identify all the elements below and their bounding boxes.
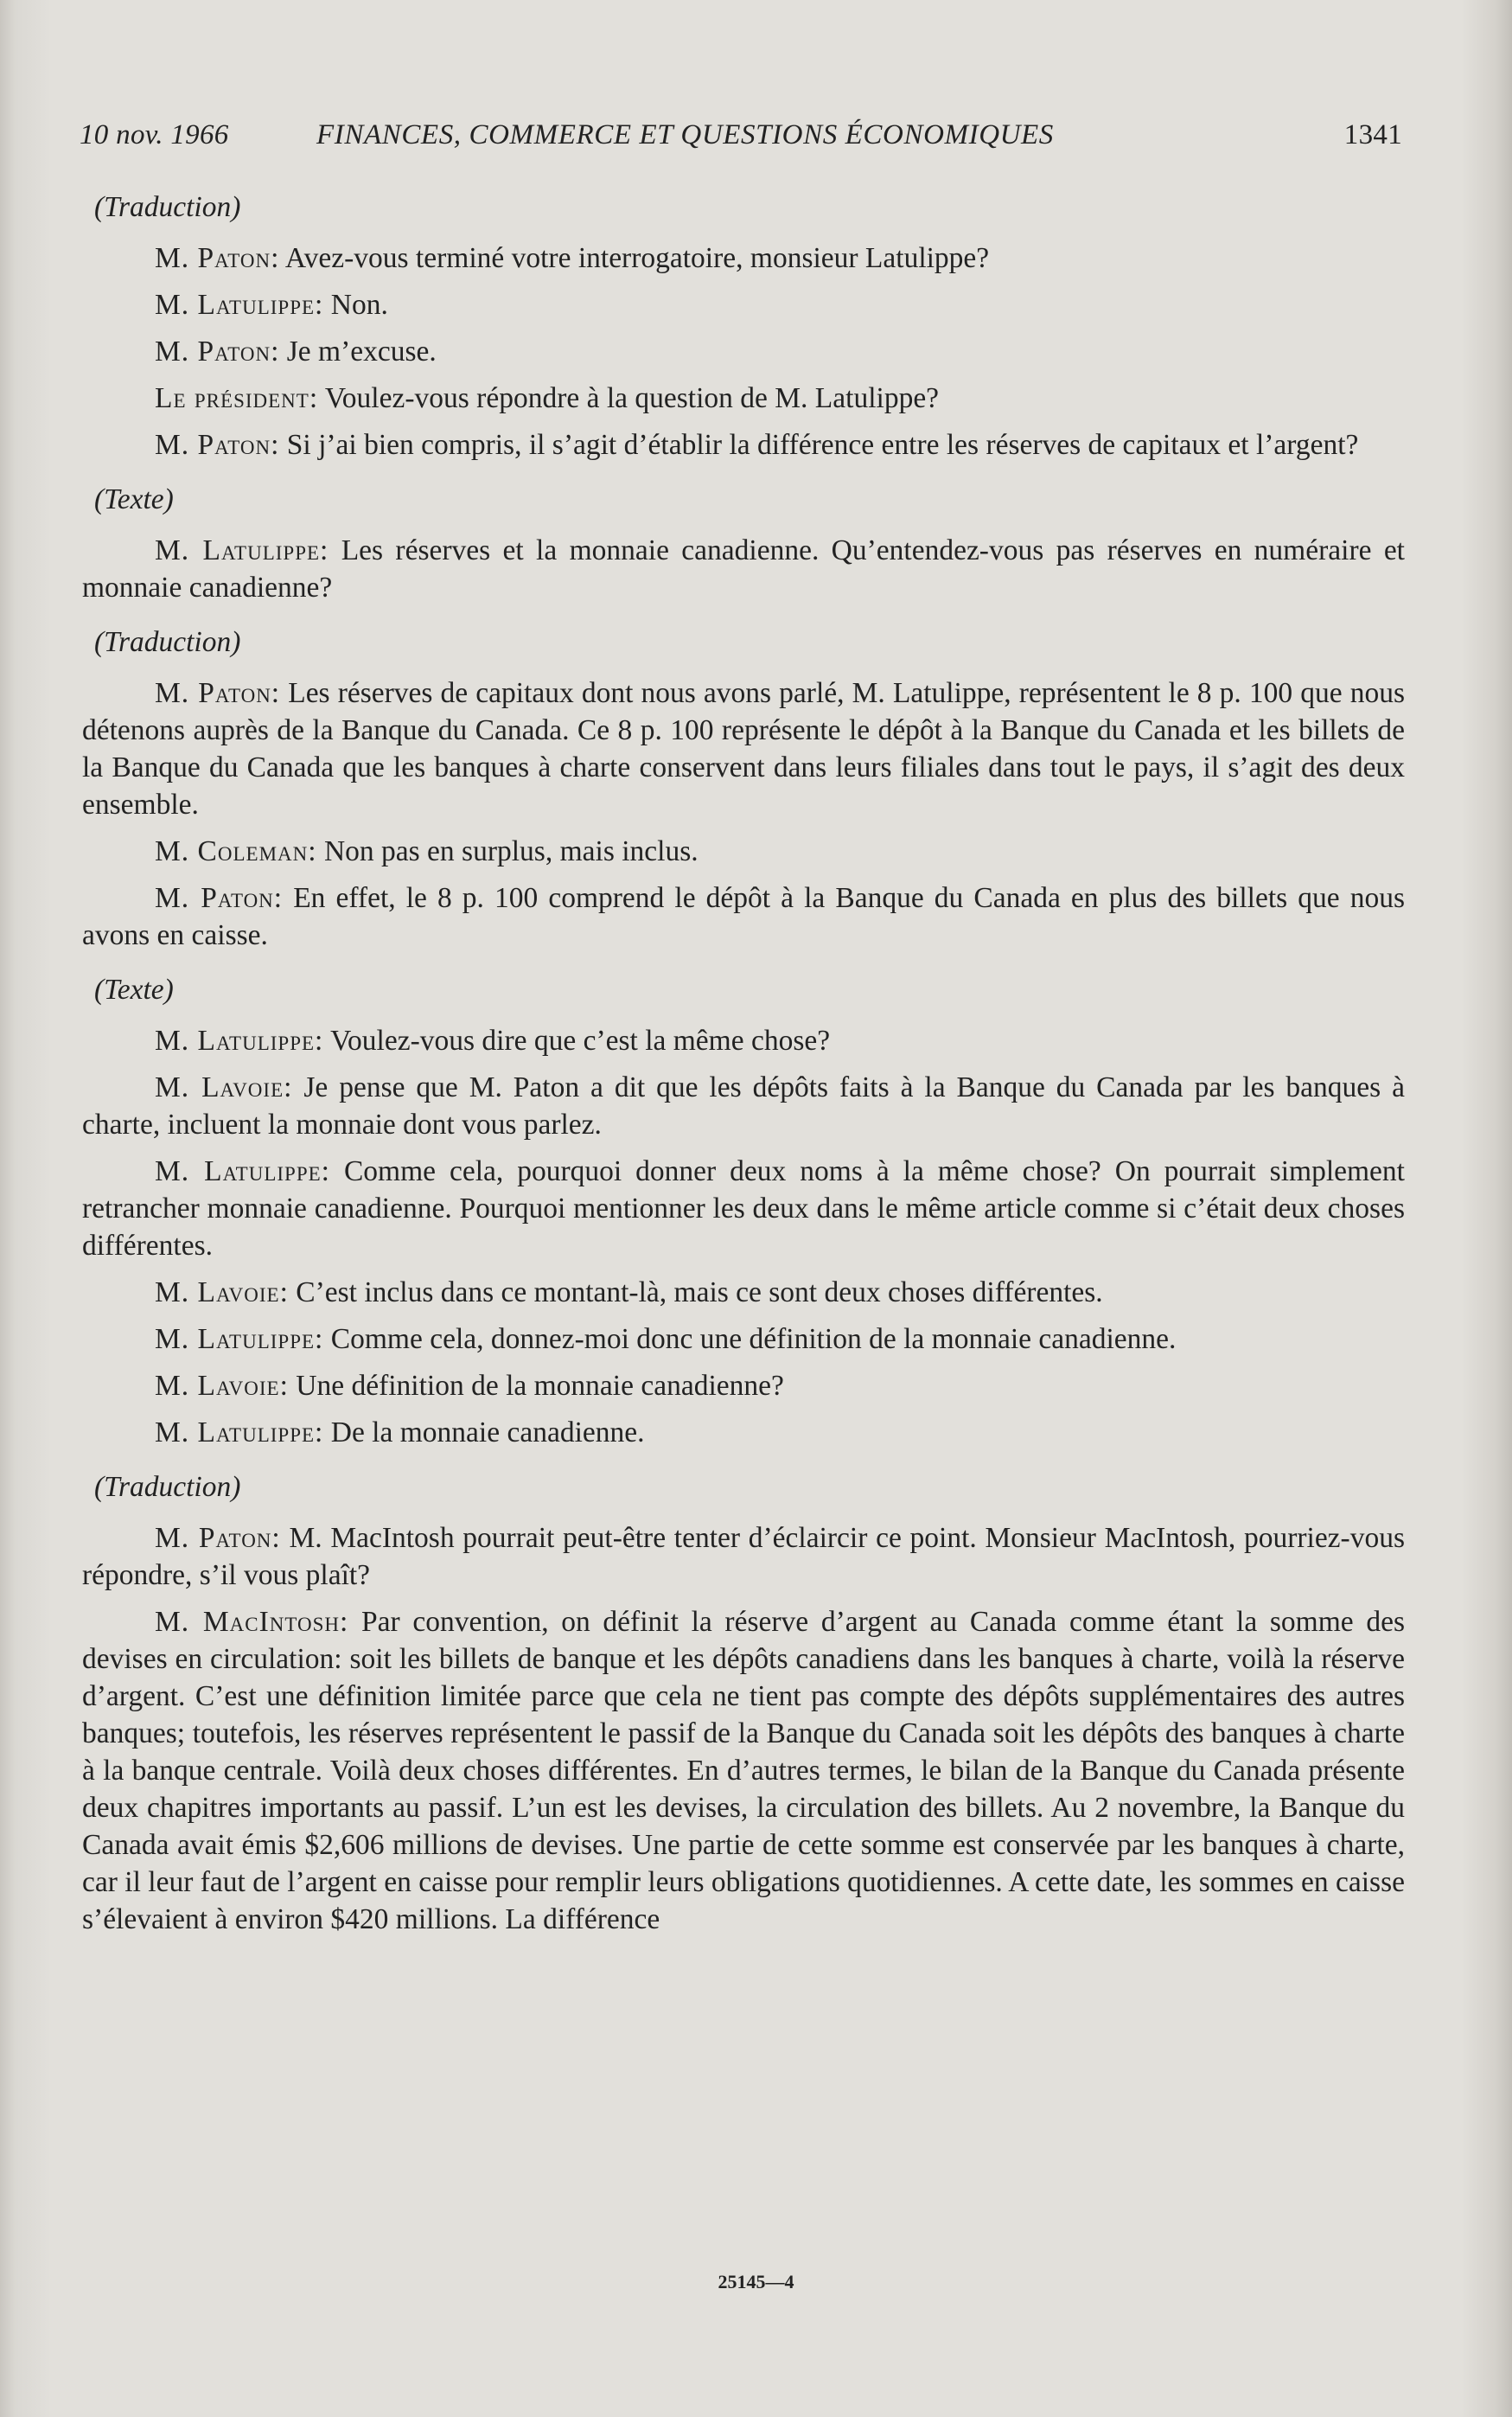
speech-paragraph (82, 380, 1405, 417)
footer-signature: 25145—4 (718, 2271, 794, 2292)
speaker-name: M. Paton: (155, 677, 281, 709)
speech-paragraph (82, 833, 1405, 870)
speaker-name: M. Latulippe: (155, 1155, 330, 1187)
header-date: 10 nov. 1966 (80, 119, 229, 150)
speech-paragraph (82, 1367, 1405, 1404)
speech-paragraph (82, 879, 1405, 954)
speech-text: Non pas en surplus, mais inclus. (316, 835, 699, 867)
speech-text: Comme cela, pourquoi donner deux noms à la même chose? On pourrait simplement retrancher monnaie canadienne. Pourquoi mentionner les deux dans le même article comme si c’était deux choses différentes. (82, 1155, 1405, 1262)
page-number: 1341 (1343, 119, 1402, 150)
speaker-name: M. Lavoie: (155, 1071, 293, 1103)
speech-paragraph (82, 532, 1405, 606)
speech-text: Voulez-vous répondre à la question de M. Latulippe? (318, 382, 940, 414)
speaker-name: M. Paton: (155, 429, 280, 461)
header-title: FINANCES, COMMERCE ET QUESTIONS ÉCONOMIQUES (316, 119, 1054, 150)
section-label: (Texte) (94, 974, 174, 1006)
speaker-name: M. Latulippe: (155, 1323, 324, 1355)
section-label: (Traduction) (94, 626, 241, 658)
speaker-name: Le président: (155, 382, 319, 414)
speech-text: Si j’ai bien compris, il s’agit d’établir la différence entre les réserves de capitaux et l’argent? (279, 429, 1359, 461)
speech-text: Je pense que M. Paton a dit que les dépôts faits à la Banque du Canada par les banques à charte, incluent la monnaie dont vous parlez. (82, 1071, 1405, 1141)
speech-text: Par convention, on définit la réserve d’argent au Canada comme étant la somme des devises en circulation: soit les billets de banque et les dépôts canadiens dans les banques à charte, voilà la réserve d’argent. C’est une définition limitée parce que cela ne tient pas compte des dépôts supplémentaires des autres banques; toutefois, les réserves représentent le passif de la Banque du Canada soit les dépôts des banques à charte à la banque centrale. Voilà deux choses différentes. En d’autres termes, le bilan de la Banque du Canada présente deux chapitres importants au passif. L’un est les devises, la circulation des billets. Au 2 novembre, la Banque du Canada avait émis $2,606 millions de devises. Une partie de cette somme est conservée par les banques à charte, car il leur faut de l’argent en caisse pour remplir leurs obligations quotidiennes. A cette date, les sommes en caisse s’élevaient à environ $420 millions. La différence (82, 1606, 1405, 1935)
speaker-name: M. Paton: (155, 336, 280, 368)
speech-paragraph (82, 1274, 1405, 1311)
speech-text: En effet, le 8 p. 100 comprend le dépôt à la Banque du Canada en plus des billets que nous avons en caisse. (82, 882, 1406, 951)
speech-text: Une définition de la monnaie canadienne? (288, 1370, 784, 1402)
speech-paragraph (82, 1320, 1405, 1358)
speech-paragraph (82, 1414, 1405, 1451)
speaker-name: M. Latulippe: (155, 1025, 324, 1057)
speaker-name: M. Lavoie: (155, 1276, 289, 1308)
speech-paragraph (82, 1069, 1405, 1143)
speaker-name: M. Latulippe: (155, 534, 329, 566)
speaker-name: M. Latulippe: (155, 289, 324, 321)
speech-paragraph (82, 240, 1405, 277)
speaker-name: M. Latulippe: (155, 1416, 324, 1448)
speaker-name: M. Coleman: (155, 835, 317, 867)
speech-text: Non. (323, 289, 388, 321)
speech-text: Voulez-vous dire que c’est la même chose? (323, 1025, 831, 1057)
speech-text: Les réserves et la monnaie canadienne. Qu’entendez-vous pas réserves en numéraire et monnaie canadienne? (82, 534, 1405, 604)
speaker-name: M. Lavoie: (155, 1370, 289, 1402)
running-header (80, 119, 1402, 151)
speaker-name: M. Paton: (155, 1522, 281, 1554)
speech-text: Les réserves de capitaux dont nous avons parlé, M. Latulippe, représentent le 8 p. 100 que nous détenons auprès de la Banque du Canada. Ce 8 p. 100 représente le dépôt à la Banque du Canada et les billets de la Banque du Canada que les banques à charte conservent dans leurs filiales dans tout le pays, il s’agit des deux ensemble. (82, 677, 1405, 821)
speech-paragraph (82, 1519, 1405, 1594)
speech-text: De la monnaie canadienne. (323, 1416, 645, 1448)
speech-paragraph (82, 675, 1405, 823)
speech-text: M. MacIntosh pourrait peut-être tenter d’éclaircir ce point. Monsieur MacIntosh, pourriez-vous répondre, s’il vous plaît? (82, 1522, 1405, 1591)
speech-text: Comme cela, donnez-moi donc une définition de la monnaie canadienne. (323, 1323, 1177, 1355)
section-label: (Traduction) (94, 1471, 241, 1503)
speech-text: C’est inclus dans ce montant-là, mais ce sont deux choses différentes. (288, 1276, 1103, 1308)
section-label: (Traduction) (94, 191, 241, 223)
speech-paragraph (82, 286, 1405, 323)
speaker-name: M. MacIntosh: (155, 1606, 349, 1638)
speech-paragraph (82, 1022, 1405, 1059)
speaker-name: M. Paton: (155, 242, 280, 274)
speech-text: Avez-vous terminé votre interrogatoire, monsieur Latulippe? (279, 242, 990, 274)
section-label: (Texte) (94, 483, 174, 515)
speech-paragraph (82, 1153, 1405, 1264)
page-body (82, 189, 1405, 1947)
speaker-name: M. Paton: (155, 882, 284, 914)
speech-paragraph (82, 333, 1405, 370)
speech-text: Je m’excuse. (279, 336, 437, 368)
speech-paragraph (82, 1603, 1405, 1938)
speech-paragraph (82, 426, 1405, 464)
